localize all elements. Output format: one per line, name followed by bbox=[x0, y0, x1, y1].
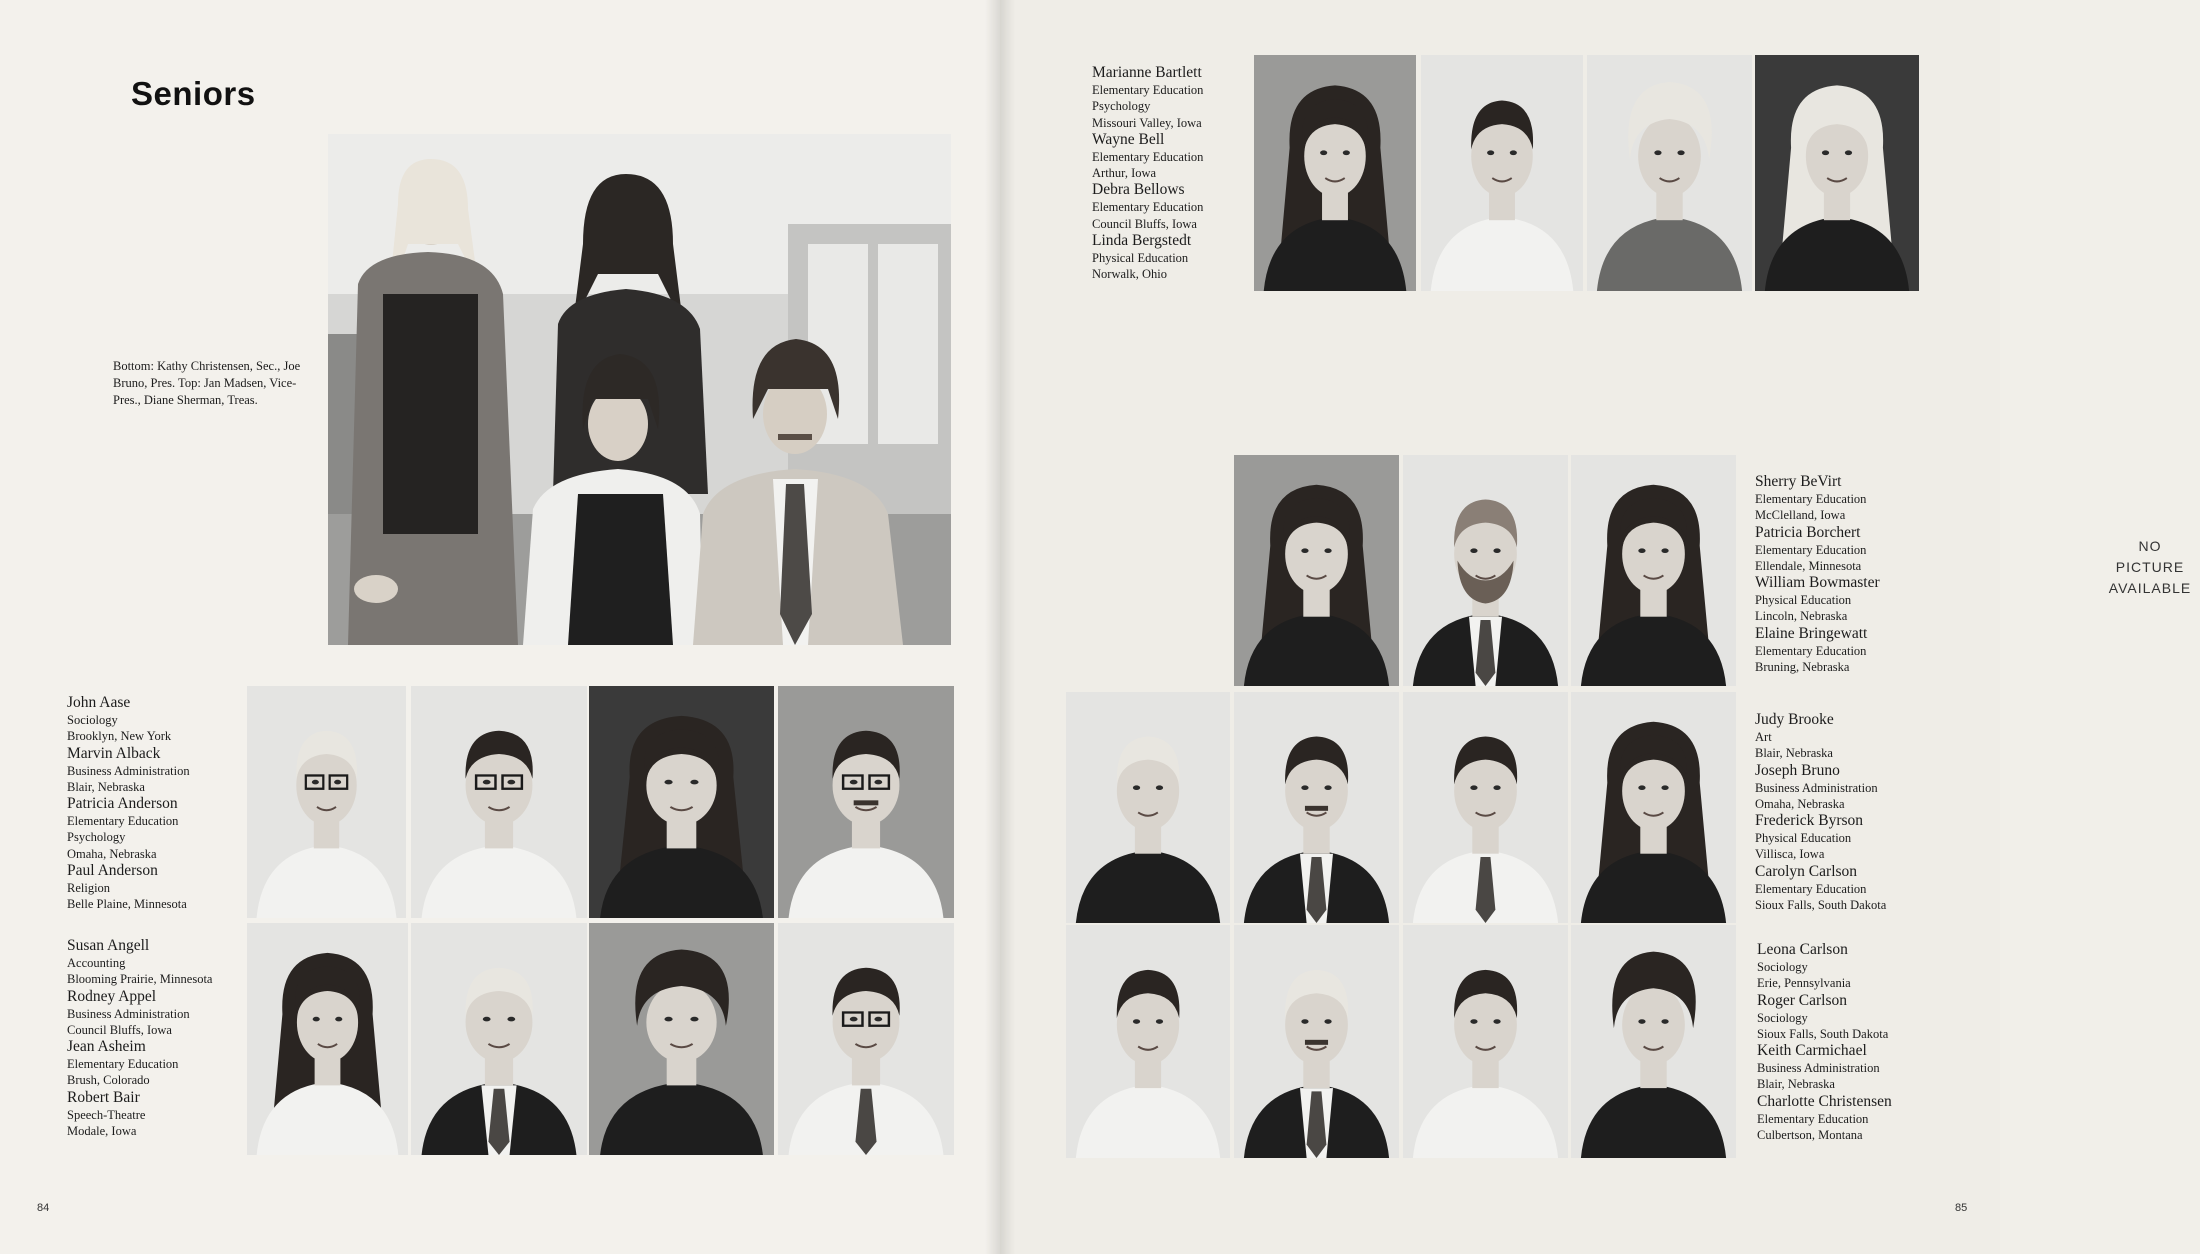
student-detail: Elementary Education bbox=[67, 1057, 179, 1072]
student-name: Wayne Bell bbox=[1092, 130, 1165, 148]
portrait-frederick-byrson bbox=[1403, 692, 1568, 923]
student-detail: Belle Plaine, Minnesota bbox=[67, 897, 187, 912]
student-detail: Business Administration bbox=[1755, 780, 1878, 795]
right-page bbox=[1000, 0, 2192, 1254]
student-name: William Bowmaster bbox=[1755, 574, 1880, 592]
student-detail: Elementary Education bbox=[1755, 881, 1867, 896]
student-detail: Physical Education bbox=[1755, 593, 1852, 608]
student-detail: Bruning, Nebraska bbox=[1755, 660, 1850, 675]
student-detail: Speech-Theatre bbox=[67, 1107, 146, 1122]
student-name: Rodney Appel bbox=[67, 987, 157, 1005]
student-name: Patricia Borchert bbox=[1755, 523, 1861, 541]
student-detail: Ellendale, Minnesota bbox=[1755, 558, 1862, 573]
student-detail: Erie, Pennsylvania bbox=[1757, 976, 1851, 991]
student-detail: Sioux Falls, South Dakota bbox=[1755, 898, 1887, 913]
student-detail: Blair, Nebraska bbox=[1755, 746, 1833, 761]
page-number-right: 85 bbox=[1955, 1202, 1968, 1214]
student-detail: Council Bluffs, Iowa bbox=[67, 1022, 172, 1037]
student-detail: Elementary Education bbox=[1092, 149, 1204, 164]
student-detail: Psychology bbox=[67, 830, 126, 845]
binding-gutter bbox=[985, 0, 1015, 1254]
student-detail: Art bbox=[1755, 730, 1772, 744]
student-block-e bbox=[1755, 711, 1930, 913]
student-name: Frederick Byrson bbox=[1755, 812, 1864, 830]
section-title: Seniors bbox=[131, 75, 256, 112]
student-detail: Arthur, Iowa bbox=[1092, 166, 1157, 181]
student-name: Elaine Bringewatt bbox=[1755, 624, 1868, 642]
student-detail: Business Administration bbox=[67, 763, 190, 778]
student-detail: Villisca, Iowa bbox=[1755, 847, 1825, 862]
no-picture-line-1: NO bbox=[2138, 538, 2162, 554]
student-detail: Modale, Iowa bbox=[67, 1124, 137, 1139]
student-detail: Sociology bbox=[1757, 1010, 1808, 1025]
no-picture-line-3: AVAILABLE bbox=[2108, 580, 2192, 596]
student-detail: Elementary Education bbox=[67, 814, 179, 829]
portrait-patricia-borchert bbox=[1234, 455, 1399, 686]
student-block-d bbox=[1755, 473, 1930, 675]
student-detail: Religion bbox=[67, 881, 111, 896]
portrait-wayne-bell bbox=[1421, 55, 1583, 291]
student-detail: Elementary Education bbox=[1755, 643, 1867, 658]
student-name: Sherry BeVirt bbox=[1755, 473, 1842, 490]
student-detail: McClelland, Iowa bbox=[1755, 508, 1846, 523]
student-detail: Business Administration bbox=[1757, 1061, 1880, 1076]
student-detail: Elementary Education bbox=[1755, 492, 1867, 506]
portrait-elaine-bringewatt bbox=[1571, 455, 1736, 686]
student-block-c bbox=[1092, 64, 1242, 283]
portrait-marvin-alback bbox=[411, 686, 587, 918]
student-detail: Elementary Education bbox=[1092, 200, 1204, 215]
student-name: Keith Carmichael bbox=[1757, 1042, 1867, 1060]
student-detail: Elementary Education bbox=[1755, 542, 1867, 557]
student-detail: Accounting bbox=[67, 956, 126, 970]
student-name: Marianne Bartlett bbox=[1092, 64, 1202, 81]
no-picture-line-2: PICTURE bbox=[2115, 559, 2185, 575]
student-detail: Elementary Education bbox=[1092, 83, 1204, 97]
student-detail: Business Administration bbox=[67, 1006, 190, 1021]
student-detail: Sioux Falls, South Dakota bbox=[1757, 1026, 1889, 1041]
portrait-rodney-appel bbox=[411, 923, 587, 1155]
left-page bbox=[0, 0, 1000, 1254]
page-number-left: 84 bbox=[37, 1202, 50, 1214]
portrait-judy-brooke bbox=[1066, 692, 1230, 923]
class-officers-photo bbox=[328, 134, 951, 645]
student-detail: Omaha, Nebraska bbox=[1755, 796, 1845, 811]
student-name: Marvin Alback bbox=[67, 744, 161, 762]
portrait-paul-anderson bbox=[778, 686, 954, 918]
student-name: Jean Asheim bbox=[67, 1038, 146, 1056]
student-detail: Council Bluffs, Iowa bbox=[1092, 216, 1197, 231]
portrait-debra-bellows bbox=[1587, 55, 1752, 291]
student-detail: Brooklyn, New York bbox=[67, 729, 172, 744]
student-detail: Norwalk, Ohio bbox=[1092, 267, 1167, 282]
student-name: Susan Angell bbox=[67, 937, 150, 954]
portrait-john-aase bbox=[247, 686, 406, 918]
student-detail: Psychology bbox=[1092, 99, 1151, 114]
student-name: Robert Bair bbox=[67, 1088, 140, 1106]
portrait-linda-bergstedt bbox=[1755, 55, 1919, 291]
no-picture-available bbox=[2100, 536, 2200, 599]
portrait-leona-carlson bbox=[1066, 925, 1230, 1158]
student-detail: Blair, Nebraska bbox=[67, 779, 145, 794]
student-detail: Missouri Valley, Iowa bbox=[1092, 115, 1202, 130]
student-name: Roger Carlson bbox=[1757, 991, 1847, 1009]
student-name: Patricia Anderson bbox=[67, 795, 178, 813]
portrait-keith-carmichael bbox=[1403, 925, 1568, 1158]
student-block-b bbox=[67, 937, 242, 1139]
student-detail: Brush, Colorado bbox=[67, 1073, 150, 1088]
student-name: Joseph Bruno bbox=[1755, 761, 1840, 779]
portrait-roger-carlson bbox=[1234, 925, 1399, 1158]
student-detail: Blooming Prairie, Minnesota bbox=[67, 972, 213, 987]
student-name: Paul Anderson bbox=[67, 862, 158, 880]
student-name: Charlotte Christensen bbox=[1757, 1092, 1892, 1110]
student-name: Debra Bellows bbox=[1092, 181, 1185, 199]
student-block-a bbox=[67, 694, 242, 913]
portrait-susan-angell bbox=[247, 923, 408, 1155]
student-detail: Blair, Nebraska bbox=[1757, 1077, 1835, 1092]
student-detail: Sociology bbox=[67, 713, 118, 727]
student-name: Leona Carlson bbox=[1757, 941, 1848, 958]
student-detail: Elementary Education bbox=[1757, 1111, 1869, 1126]
student-name: Carolyn Carlson bbox=[1755, 862, 1858, 880]
portrait-robert-bair bbox=[778, 923, 954, 1155]
portrait-marianne-bartlett bbox=[1254, 55, 1416, 291]
portrait-charlotte-christensen bbox=[1571, 925, 1736, 1158]
student-name: Judy Brooke bbox=[1755, 711, 1834, 728]
student-detail: Sociology bbox=[1757, 960, 1808, 974]
student-detail: Omaha, Nebraska bbox=[67, 846, 157, 861]
student-detail: Physical Education bbox=[1755, 831, 1852, 846]
student-detail: Physical Education bbox=[1092, 251, 1189, 266]
portrait-patricia-anderson bbox=[589, 686, 774, 918]
portrait-carolyn-carlson bbox=[1571, 692, 1736, 923]
portrait-joseph-bruno bbox=[1234, 692, 1399, 923]
officers-caption: Bottom: Kathy Christensen, Sec., Joe Bruno, Pres. Top: Jan Madsen, Vice-Pres., Diane Sherman, Treas. bbox=[113, 359, 301, 407]
student-name: Linda Bergstedt bbox=[1092, 232, 1192, 250]
student-block-f bbox=[1757, 941, 1932, 1143]
portrait-william-bowmaster bbox=[1403, 455, 1568, 686]
student-detail: Lincoln, Nebraska bbox=[1755, 609, 1848, 624]
portrait-jean-asheim bbox=[589, 923, 774, 1155]
student-detail: Culbertson, Montana bbox=[1757, 1128, 1863, 1143]
student-name: John Aase bbox=[67, 694, 131, 711]
